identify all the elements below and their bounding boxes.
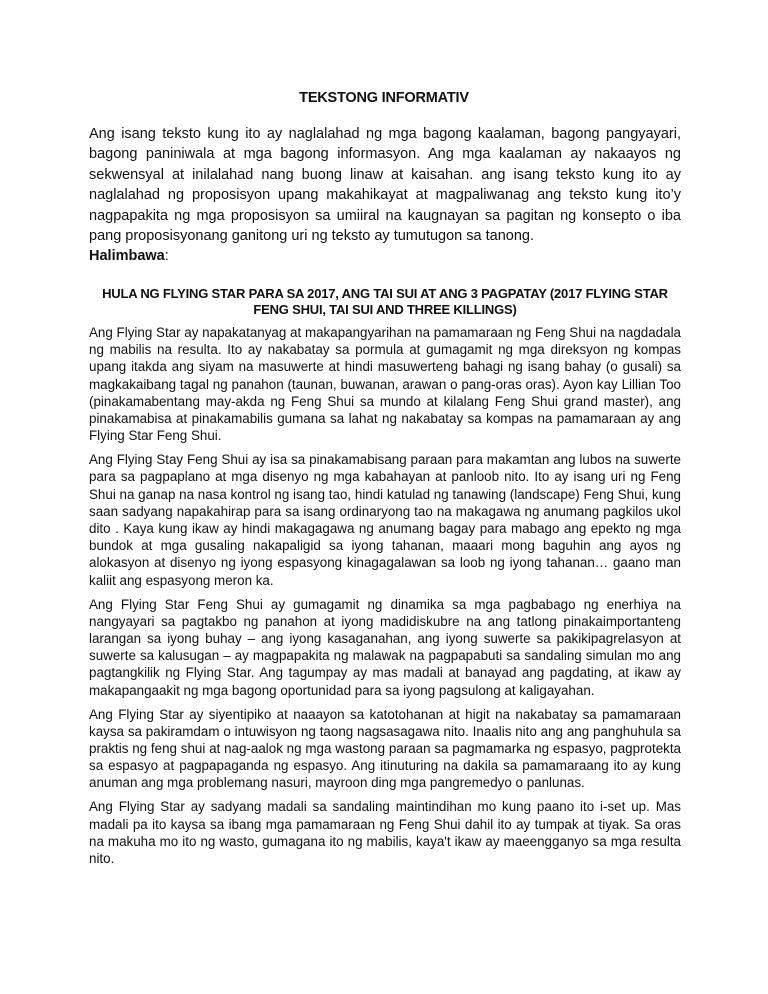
article-body <box>89 324 681 874</box>
article-paragraph: Ang Flying Star Feng Shui ay gumagamit ng dinamika sa mga pagbabago ng enerhiya na nangyayari sa pagtakbo ng panahon at iyong madidiskubre na ang tatlong pinakaimportanteng larangan sa iyong buhay – ang iyong kasaganahan, ang iyong suwerte sa pakikipagrelasyon at suwerte sa kalusugan – ay magpapakita ng malawak na pagpapabuti sa sandaling simulan mo ang pagtangkilik ng Flying Star. Ang tagumpay ay mas madali at banayad ang pagdating, at ikaw ay makapangaakit ng mga bagong oportunidad para sa iyong pagsulong at kaligayahan. <box>89 596 681 698</box>
article-paragraph: Ang Flying Stay Feng Shui ay isa sa pinakamabisang paraan para makamtan ang lubos na suwerte para sa pagpaplano at mga disenyo ng mga kabahayan at panloob nito. Ito ay isang uri ng Feng Shui na ganap na nasa kontrol ng isang tao, hindi katulad ng tanawing (landscape) Feng Shui, kung saan sadyang napakahirap para sa isang ordinaryong tao na makagawa ng anumang pagkilos ukol dito . Kaya kung ikaw ay hindi makagagawa ng anumang bagay para mabago ang epekto ng mga bundok at mga gusaling nakapaligid sa iyong tahanan, maaari mong baguhin ang ayos ng alokasyon at disenyo ng iyong espasyong kinagagalawan sa loob ng iyong tahanan… gaano man kaliit ang espasyong meron ka. <box>89 452 681 588</box>
article-title: HULA NG FLYING STAR PARA SA 2017, ANG TAI SUI AT ANG 3 PAGPATAY (2017 FLYING STAR FENG SHUI, TAI SUI AND THREE KILLINGS) <box>102 286 668 317</box>
page-title: TEKSTONG INFORMATIV <box>299 90 469 106</box>
article-paragraph: Ang Flying Star ay sadyang madali sa sandaling maintindihan mo kung paano ito i-set up. Mas madali pa ito kaysa sa ibang mga pamamaraan ng Feng Shui dahil ito ay tumpak at tiyak. Sa oras na makuha mo ito ng wasto, gumagana ito ng mabilis, kaya't ikaw ay maeengganyo sa mga resulta nito. <box>89 799 681 867</box>
example-label-colon: : <box>164 248 169 264</box>
example-label <box>89 248 169 264</box>
article-paragraph: Ang Flying Star ay siyentipiko at naaayon sa katotohanan at higit na nakabatay sa pamamaraan kaysa sa pakiramdam o intuwisyon ng taong nagsasagawa nito. Inaalis nito ang ang panghuhula sa praktis ng feng shui at nag-aalok ng mga wastong paraan sa pagmamarka ng espasyo, pagprotekta sa espasyo at pagpapaganda ng espasyo. Ang itinuturing na dakila sa pamamaraang ito ay kung anuman ang mga problemang nasuri, mayroon ding mga pangremedyo o panlunas. <box>89 706 681 791</box>
intro-paragraph: Ang isang teksto kung ito ay naglalahad ng mga bagong kaalaman, bagong pangyayari, bagong paniniwala at mga bagong informasyon. Ang mga kaalaman ay nakaayos ng sekwensyal at inilalahad nang buong linaw at kaisahan. ang isang teksto kung ito ay naglalahad ng proposisyon upang makahikayat at magpaliwanag ang teksto kung ito’y nagpapakita ng mga proposisyon sa umiiral na kaugnayan sa pagitan ng konsepto o iba pang proposisyonang ganitong uri ng teksto ay tumutugon sa tanong. <box>89 126 681 245</box>
example-label-text: Halimbawa <box>89 248 165 264</box>
article-paragraph: Ang Flying Star ay napakatanyag at makapangyarihan na pamamaraan ng Feng Shui na nagdadala ng mabilis na resulta. Ito ay nakabatay sa pormula at gumagamit ng mga direksyon ng kompas upang itakda ang siyam na masuwerte at hindi masuwerteng bahagi ng isang bahay (o gusali) sa magkakaibang tagal ng panahon (taunan, buwanan, arawan o pang-oras oras). Ayon kay Lillian Too (pinakamabentang may-akda ng Feng Shui sa mundo at kilalang Feng Shui grand master), ang pinakamabisa at pinakamabilis gumana sa lahat ng nakabatay sa kompas na pamamaraan ay ang Flying Star Feng Shui. <box>89 325 681 444</box>
